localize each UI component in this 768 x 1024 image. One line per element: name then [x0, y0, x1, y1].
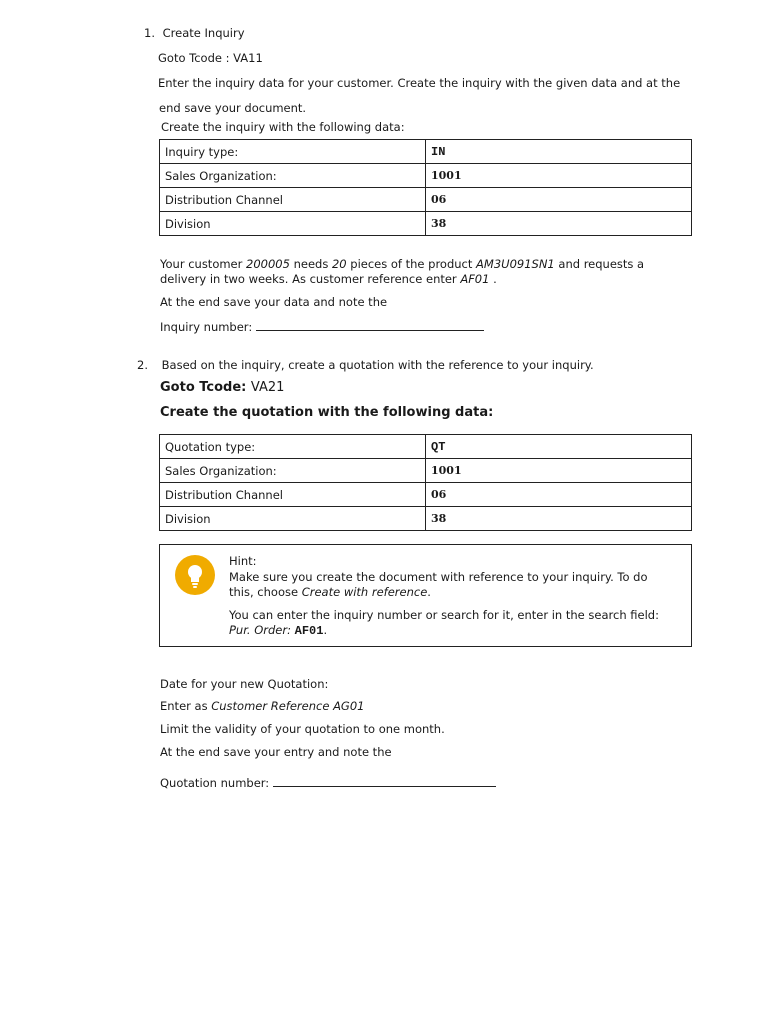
section1-save-note: At the end save your data and note the	[160, 295, 388, 309]
table-cell-label: Distribution Channel	[160, 188, 426, 212]
inquiry-data-table	[159, 139, 692, 236]
text-fragment: .	[427, 585, 431, 599]
text-fragment: needs	[289, 257, 332, 271]
section1-goto: Goto Tcode : VA11	[158, 51, 263, 65]
table-cell-value: 06	[426, 483, 692, 507]
section2-title: Based on the inquiry, create a quotation with the reference to your inquiry.	[161, 358, 594, 372]
text-fragment: Your customer	[160, 257, 247, 271]
section1-paragraph-line2	[160, 272, 497, 286]
hint-box	[159, 544, 692, 647]
inquiry-number-label: Inquiry number:	[160, 320, 256, 334]
table-cell-value: 06	[426, 188, 692, 212]
table-cell-value: QT	[426, 435, 692, 459]
text-fragment: .	[489, 272, 497, 286]
table-row	[160, 212, 692, 236]
table-cell-value: IN	[426, 140, 692, 164]
table-cell-value: 38	[426, 507, 692, 531]
quotation-data-table	[159, 434, 692, 531]
table-row	[160, 507, 692, 531]
section1-number: 1.	[144, 26, 155, 40]
hint-line3: You can enter the inquiry number or search for it, enter in the search field:	[229, 608, 659, 622]
customer-number: 200005	[246, 257, 290, 271]
product-code: AM3U091SN1	[476, 257, 555, 271]
table-cell-label: Division	[160, 507, 426, 531]
table-row	[160, 435, 692, 459]
text-fragment: pieces of the product	[346, 257, 477, 271]
section1-table-intro: Create the inquiry with the following data:	[161, 120, 405, 134]
quotation-number-line	[160, 774, 496, 790]
text-fragment: and requests a	[554, 257, 645, 271]
text-fragment: Enter as	[160, 699, 212, 713]
table-cell-label: Sales Organization:	[160, 459, 426, 483]
goto-code: VA21	[250, 380, 285, 395]
section1-intro-line2: end save your document.	[159, 101, 307, 115]
section2-heading	[137, 358, 594, 372]
quotation-date-label: Date for your new Quotation:	[160, 677, 329, 691]
lightbulb-icon	[175, 555, 215, 595]
hint-line2	[229, 585, 431, 599]
quotation-number-label: Quotation number:	[160, 776, 273, 790]
table-cell-label: Inquiry type:	[160, 140, 426, 164]
text-fragment: .	[323, 623, 328, 637]
table-cell-label: Distribution Channel	[160, 483, 426, 507]
section1-intro-line1: Enter the inquiry data for your customer. Create the inquiry with the given data and at the	[158, 76, 681, 90]
hint-line1: Make sure you create the document with reference to your inquiry. To do	[229, 570, 648, 584]
hint-title: Hint:	[229, 554, 257, 568]
section2-save-note: At the end save your entry and note the	[160, 745, 392, 759]
field-name: Pur. Order:	[229, 623, 295, 637]
goto-label: Goto Tcode:	[160, 380, 251, 395]
text-fragment: delivery in two weeks. As customer reference enter	[160, 272, 461, 286]
section1-paragraph-line1	[160, 257, 644, 271]
quotation-reference-line	[160, 699, 364, 713]
section2-table-intro: Create the quotation with the following data:	[160, 405, 494, 420]
table-cell-label: Quotation type:	[160, 435, 426, 459]
section1-heading	[144, 26, 245, 40]
search-value: AF01	[294, 624, 324, 638]
section2-goto	[160, 380, 284, 395]
table-row	[160, 188, 692, 212]
inquiry-number-blank[interactable]	[256, 318, 484, 331]
section1-title: Create Inquiry	[162, 26, 245, 40]
quotation-validity-note: Limit the validity of your quotation to one month.	[160, 722, 445, 736]
menu-path: Create with reference	[301, 585, 428, 599]
quotation-number-blank[interactable]	[273, 774, 496, 787]
customer-reference: AF01	[460, 272, 490, 286]
table-cell-value: 1001	[426, 164, 692, 188]
quantity: 20	[331, 257, 347, 271]
inquiry-number-line	[160, 318, 484, 334]
hint-line4	[229, 623, 327, 638]
table-row	[160, 459, 692, 483]
table-row	[160, 164, 692, 188]
text-fragment: this, choose	[229, 585, 302, 599]
table-row	[160, 140, 692, 164]
table-cell-value: 1001	[426, 459, 692, 483]
table-cell-label: Division	[160, 212, 426, 236]
table-cell-label: Sales Organization:	[160, 164, 426, 188]
customer-reference: Customer Reference AG01	[211, 699, 365, 713]
table-row	[160, 483, 692, 507]
table-cell-value: 38	[426, 212, 692, 236]
section2-number: 2.	[137, 358, 148, 372]
